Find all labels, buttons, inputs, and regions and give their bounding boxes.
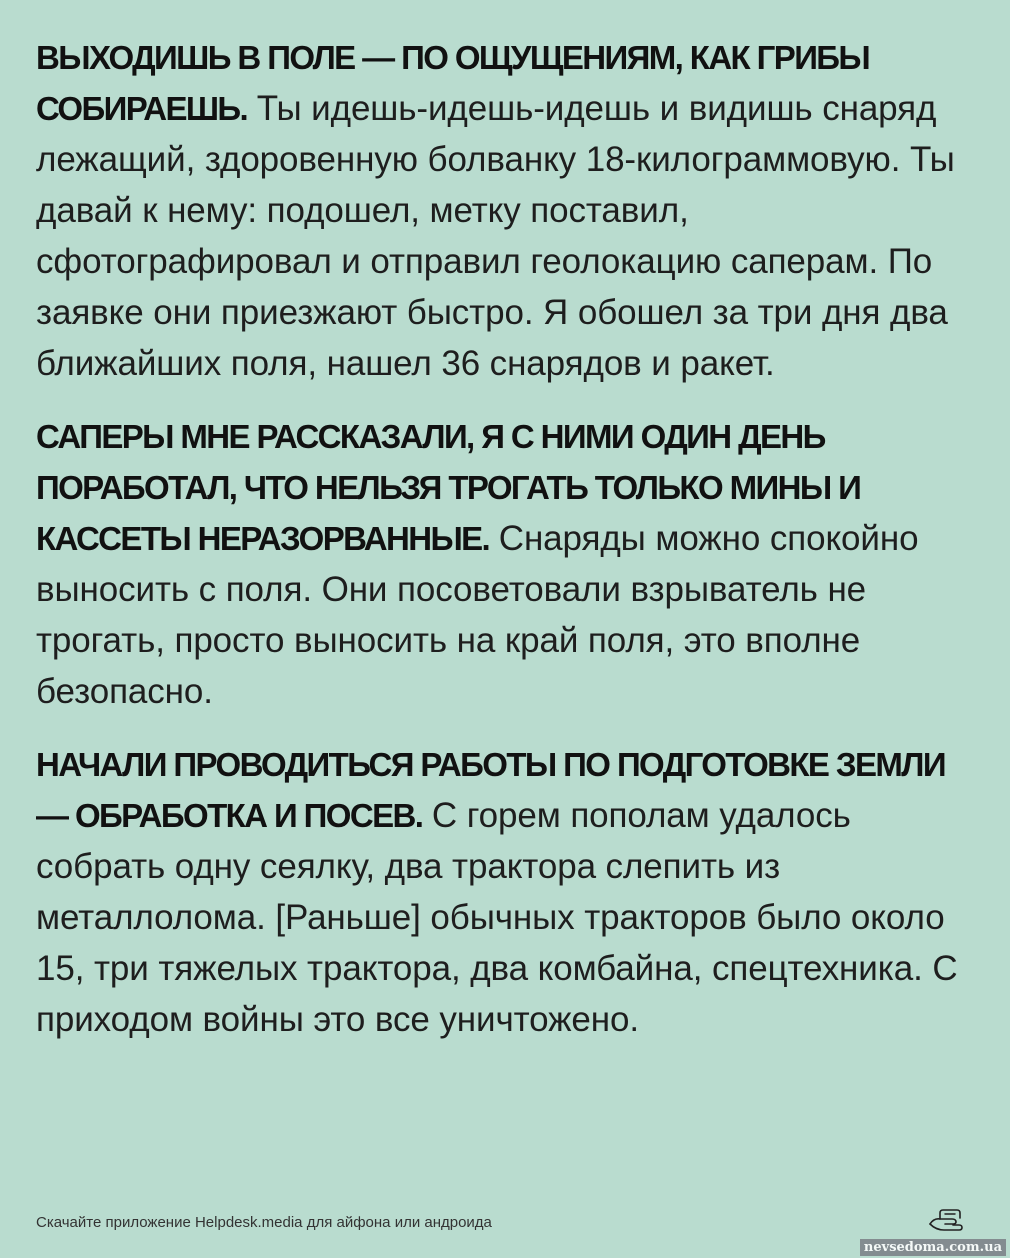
paragraph-text: Снаряды можно спокойно выносить с поля. Они посоветовали взрыватель не трогать, просто выносить на край поля, это вполне безопасно. — [36, 519, 919, 711]
paragraph-2 — [36, 411, 976, 717]
hand-logo-icon — [926, 1206, 966, 1234]
paragraph-lead: САПЕРЫ МНЕ РАССКАЗАЛИ, Я С НИМИ ОДИН ДЕНЬ ПОРАБОТАЛ, ЧТО НЕЛЬЗЯ ТРОГАТЬ ТОЛЬКО МИНЫ И КАССЕТЫ НЕРАЗОРВАННЫЕ. — [36, 418, 861, 557]
paragraph-lead: НАЧАЛИ ПРОВОДИТЬСЯ РАБОТЫ ПО ПОДГОТОВКЕ ЗЕМЛИ — ОБРАБОТКА И ПОСЕВ. — [36, 746, 945, 834]
paragraph-1 — [36, 32, 976, 389]
paragraph-3 — [36, 739, 976, 1045]
article-body — [36, 32, 976, 1045]
paragraph-text: С горем пополам удалось собрать одну сеялку, два трактора слепить из металлолома. [Раньше] обычных тракторов было около 15, три тяжелых трактора, два комбайна, спецтехника. С приходом войны это все уничтожено. — [36, 796, 958, 1039]
watermark: nevsedoma.com.ua — [860, 1239, 1006, 1256]
app-download-note[interactable]: Скачайте приложение Helpdesk.media для айфона или андроида — [36, 1214, 492, 1231]
paragraph-text: Ты идешь-идешь-идешь и видишь снаряд лежащий, здоровенную болванку 18-килограммовую. Ты давай к нему: подошел, метку поставил, сфотографировал и отправил геолокацию саперам. По заявке они приезжают быстро. Я обошел за три дня два ближайших поля, нашел 36 снарядов и ракет. — [36, 89, 955, 383]
paragraph-lead: ВЫХОДИШЬ В ПОЛЕ — ПО ОЩУЩЕНИЯМ, КАК ГРИБЫ СОБИРАЕШЬ. — [36, 39, 870, 127]
